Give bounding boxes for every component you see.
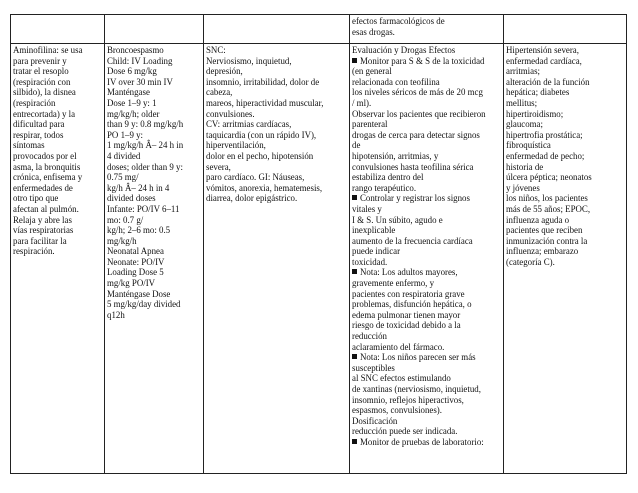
nursing-text-line — [352, 215, 501, 226]
effects-text-line: efectos farmacológicos de — [352, 16, 445, 26]
action-text-line: para prevenir y — [13, 55, 67, 66]
dosage-text-line: Neonatal Apnea — [107, 246, 164, 257]
square-bullet-icon — [352, 58, 357, 63]
nursing-text-line — [352, 299, 501, 310]
nursing-text: gravemente enfermo, y — [352, 278, 435, 289]
contraindication-text-line: pacientes que reciben — [506, 225, 583, 236]
nursing-text: Nota: Los adultos mayores, — [360, 267, 458, 278]
nursing-text-line — [352, 193, 501, 204]
action-text-line: dificultad para — [13, 119, 65, 130]
contraindication-text-line: (categoría C). — [506, 256, 555, 267]
table-cell-effects-continued — [350, 15, 504, 44]
contraindication-text-line: glaucoma; — [506, 119, 543, 130]
nursing-text: drogas de cerca para detectar signos — [352, 129, 480, 140]
dosage-text-line: than 9 y: 0.8 mg/kg/h — [107, 119, 184, 130]
nursing-text-line — [352, 151, 501, 162]
dosage-text-line: 0.75 mg/ — [107, 172, 139, 183]
contraindication-text-line: influenza; embarazo — [506, 246, 579, 257]
nursing-text-line — [352, 416, 501, 427]
nursing-text: parenteral — [352, 119, 388, 130]
nursing-text: de xantinas (nerviosismo, inquietud, — [352, 384, 481, 394]
action-text-line: tratar el resoplo — [13, 66, 69, 77]
dosage-text-line: 4 divided — [107, 150, 141, 161]
nursing-text-line — [352, 352, 501, 363]
nursing-text: (en general — [352, 66, 392, 77]
action-text-line: (respiración — [13, 97, 56, 108]
table-cell-action — [11, 44, 105, 474]
nursing-text-line — [352, 373, 501, 384]
adverse-text-line: insomnio, irritabilidad, dolor de — [206, 76, 320, 87]
nursing-text: aclaramiento del fármaco. — [352, 341, 445, 352]
nursing-text-line — [352, 140, 501, 151]
nursing-text-line — [352, 395, 501, 406]
adverse-text-line: mareos, hiperactividad muscular, — [206, 97, 324, 108]
nursing-text: espasmos, convulsiones). — [352, 405, 442, 416]
dosage-text-line: mg/kg/h; older — [107, 108, 160, 119]
table-cell-contraindications — [504, 44, 627, 474]
action-text-line: asma, la bronquitis — [13, 161, 81, 172]
dosage-text-line: 1 mg/kg/h Â– 24 h in — [107, 140, 184, 151]
nursing-text-line — [352, 267, 501, 278]
contraindication-text-line: Hipertensión severa, — [506, 45, 579, 55]
contraindication-text-line: arritmias; — [506, 66, 541, 77]
adverse-text-line: vómitos, anorexia, hematemesis, — [206, 182, 323, 193]
nursing-text: al SNC efectos estimulando — [352, 373, 451, 384]
action-text-line: síntomas — [13, 140, 45, 151]
nursing-text: convulsiones hasta teofilina sérica — [352, 161, 474, 172]
nursing-text: pacientes con respiratoria grave — [352, 288, 465, 299]
adverse-text-line: hiperventilación, — [206, 140, 266, 151]
nursing-text-line — [352, 363, 501, 374]
nursing-text: Nota: Los niños parecen ser más — [360, 352, 476, 363]
nursing-text-line — [352, 320, 501, 331]
dosage-text-line: q12h — [107, 309, 125, 320]
dosage-text-line: mo: 0.7 g/ — [107, 214, 144, 225]
adverse-text-line: Nerviosismo, inquietud, — [206, 55, 292, 66]
adverse-text-line: dolor en el pecho, hipotensión — [206, 150, 314, 161]
adverse-text-line: depresión, — [206, 66, 243, 77]
nursing-text: rango terapéutico. — [352, 182, 417, 193]
nursing-text: insomnio, reflejos hiperactivos, — [352, 394, 464, 405]
table-row-aminofilina — [11, 44, 627, 474]
nursing-text: reducción — [352, 331, 387, 342]
dosage-text-line: kg/h Â– 24 h in 4 — [107, 182, 170, 193]
dosage-text-line: Dose 6 mg/kg — [107, 66, 157, 77]
contraindication-text-line: historia de — [506, 161, 544, 172]
action-text-line: entrecortada) y la — [13, 108, 76, 119]
nursing-text: / ml). — [352, 97, 372, 108]
nursing-text-line — [352, 236, 501, 247]
adverse-text-line: SNC: — [206, 45, 226, 55]
action-text-line: para facilitar la — [13, 235, 67, 246]
dosage-text-line: mg/kg/h — [107, 235, 137, 246]
nursing-text: hipotensión, arritmias, y — [352, 150, 439, 161]
contraindication-text-line: hipertiroidismo; — [506, 108, 564, 119]
action-text-line: respirar, todos — [13, 129, 64, 140]
nursing-text-line — [352, 56, 501, 67]
table-cell-nursing-considerations — [350, 44, 504, 474]
contraindication-text-line: inmunización contra la — [506, 235, 588, 246]
nursing-text-line — [352, 278, 501, 289]
nursing-text: aumento de la frecuencia cardíaca — [352, 235, 473, 246]
nursing-text-line — [352, 225, 501, 236]
nursing-text-line — [352, 437, 501, 448]
adverse-text-line: severa, — [206, 161, 231, 172]
table-cell-dosage — [105, 44, 204, 474]
nursing-text: edema pulmonar tienen mayor — [352, 309, 461, 320]
contraindication-text-line: úlcera péptica; neonatos — [506, 172, 592, 183]
adverse-text-line: taquicardia (con un rápido IV), — [206, 129, 317, 140]
nursing-text-line — [352, 257, 501, 268]
nursing-text-line — [352, 98, 501, 109]
action-text-line: vías respiratorias — [13, 225, 74, 236]
nursing-text-line — [352, 246, 501, 257]
dosage-text-line: Infante: PO/IV 6–11 — [107, 203, 180, 214]
dosage-text-line: Neonate: PO/IV — [107, 256, 165, 267]
nursing-text: Observar los pacientes que recibieron — [352, 108, 486, 119]
nursing-text: Dosificación — [352, 415, 398, 426]
nursing-text-line — [352, 45, 501, 56]
nursing-text-line — [352, 66, 501, 77]
nursing-text-line — [352, 331, 501, 342]
nursing-text-line — [352, 204, 501, 215]
nursing-text: riesgo de toxicidad debido a la — [352, 320, 461, 331]
square-bullet-icon — [352, 269, 357, 274]
action-text-line: silbido), la disnea — [13, 87, 76, 98]
contraindication-text-line: enfermedad cardíaca, — [506, 55, 582, 66]
dosage-text-line: Child: IV Loading — [107, 55, 173, 66]
nursing-text: susceptibles — [352, 362, 395, 373]
square-bullet-icon — [352, 439, 357, 444]
nursing-text: I & S. Un súbito, agudo e — [352, 214, 443, 225]
table-cell-empty — [504, 15, 627, 44]
nursing-text: vitales y — [352, 203, 382, 214]
square-bullet-icon — [352, 195, 357, 200]
nursing-text: Evaluación y Drogas Efectos — [352, 45, 456, 55]
action-text-line: provocados por el — [13, 150, 77, 161]
nursing-text: Monitor para S & S de la toxicidad — [360, 55, 485, 66]
dosage-text-line: kg/h; 2–6 mo: 0.5 — [107, 225, 171, 236]
contraindication-text-line: influenza aguda o — [506, 214, 570, 225]
nursing-text-line — [352, 384, 501, 395]
dosage-text-line: PO 1–9 y: — [107, 129, 143, 140]
action-text-line: crónica, enfisema y — [13, 172, 83, 183]
effects-text-line: esas drogas. — [352, 26, 395, 37]
action-text-line: (respiración con — [13, 76, 71, 87]
contraindication-text-line: hipertrofia prostática; — [506, 129, 583, 140]
nursing-text-line — [352, 426, 501, 437]
contraindication-text-line: alteración de la función — [506, 76, 590, 87]
nursing-text-line — [352, 109, 501, 120]
nursing-text-line — [352, 310, 501, 321]
action-text-line: afectan al pulmón. — [13, 203, 79, 214]
nursing-text: problemas, disfunción hepática, o — [352, 299, 472, 310]
dosage-text-line: Manténgase — [107, 87, 150, 98]
dosage-text-line: Loading Dose 5 — [107, 267, 164, 278]
adverse-text-line: diarrea, dolor epigástrico. — [206, 193, 298, 204]
table-cell-adverse-effects — [204, 44, 350, 474]
nursing-text: Monitor de pruebas de laboratorio: — [360, 436, 484, 447]
table-row-continuation — [11, 15, 627, 44]
table-cell-empty — [204, 15, 350, 44]
contraindication-text-line: fibroquística — [506, 140, 551, 151]
square-bullet-icon — [352, 354, 357, 359]
nursing-text-line — [352, 87, 501, 98]
action-text-line: enfermedades de — [13, 182, 73, 193]
dosage-text-line: Broncoespasmo — [107, 45, 164, 55]
adverse-text-line: convulsiones. — [206, 108, 255, 119]
dosage-text-line: divided doses — [107, 193, 156, 204]
adverse-text-line: cabeza, — [206, 87, 233, 98]
nursing-text: los niveles séricos de más de 20 mcg — [352, 87, 483, 98]
dosage-text-line: Manténgase Dose — [107, 288, 171, 299]
nursing-text-line — [352, 183, 501, 194]
contraindication-text-line: hepática; diabetes — [506, 87, 570, 98]
nursing-text: de — [352, 140, 361, 151]
nursing-text: reducción puede ser indicada. — [352, 426, 458, 437]
table-cell-empty — [105, 15, 204, 44]
drug-info-table — [10, 14, 627, 474]
nursing-text: inexplicable — [352, 225, 396, 236]
contraindication-text-line: mellitus; — [506, 97, 538, 108]
dosage-text-line: mg/kg PO/IV — [107, 278, 156, 289]
action-text-line: otro tipo que — [13, 193, 59, 204]
nursing-text-line — [352, 289, 501, 300]
contraindication-text-line: los niños, los pacientes — [506, 193, 588, 204]
nursing-text-line — [352, 405, 501, 416]
nursing-text-line — [352, 172, 501, 183]
nursing-text: toxicidad. — [352, 256, 388, 267]
nursing-text: estabiliza dentro del — [352, 172, 424, 183]
action-text-line: Relaja y abre las — [13, 214, 72, 225]
contraindication-text-line: más de 55 años; EPOC, — [506, 203, 591, 214]
nursing-text: Controlar y registrar los signos — [360, 193, 470, 204]
dosage-text-line: IV over 30 min IV — [107, 76, 173, 87]
nursing-text: puede indicar — [352, 246, 401, 257]
action-text-line: respiración. — [13, 246, 55, 257]
dosage-text-line: Dose 1–9 y: 1 — [107, 97, 157, 108]
nursing-text-line — [352, 342, 501, 353]
nursing-text-line — [352, 77, 501, 88]
adverse-text-line: CV: arritmias cardíacas, — [206, 119, 292, 130]
contraindication-text-line: y jóvenes — [506, 182, 540, 193]
action-text-line: Aminofilina: se usa — [13, 45, 83, 55]
contraindication-text-line: enfermedad de pecho; — [506, 150, 585, 161]
dosage-text-line: doses; older than 9 y: — [107, 161, 183, 172]
nursing-text-line — [352, 162, 501, 173]
dosage-text-line: 5 mg/kg/day divided — [107, 299, 181, 310]
adverse-text-line: paro cardíaco. GI: Náuseas, — [206, 172, 305, 183]
nursing-text: relacionada con teofilina — [352, 76, 440, 87]
table-cell-empty — [11, 15, 105, 44]
nursing-text-line — [352, 119, 501, 130]
nursing-text-line — [352, 130, 501, 141]
